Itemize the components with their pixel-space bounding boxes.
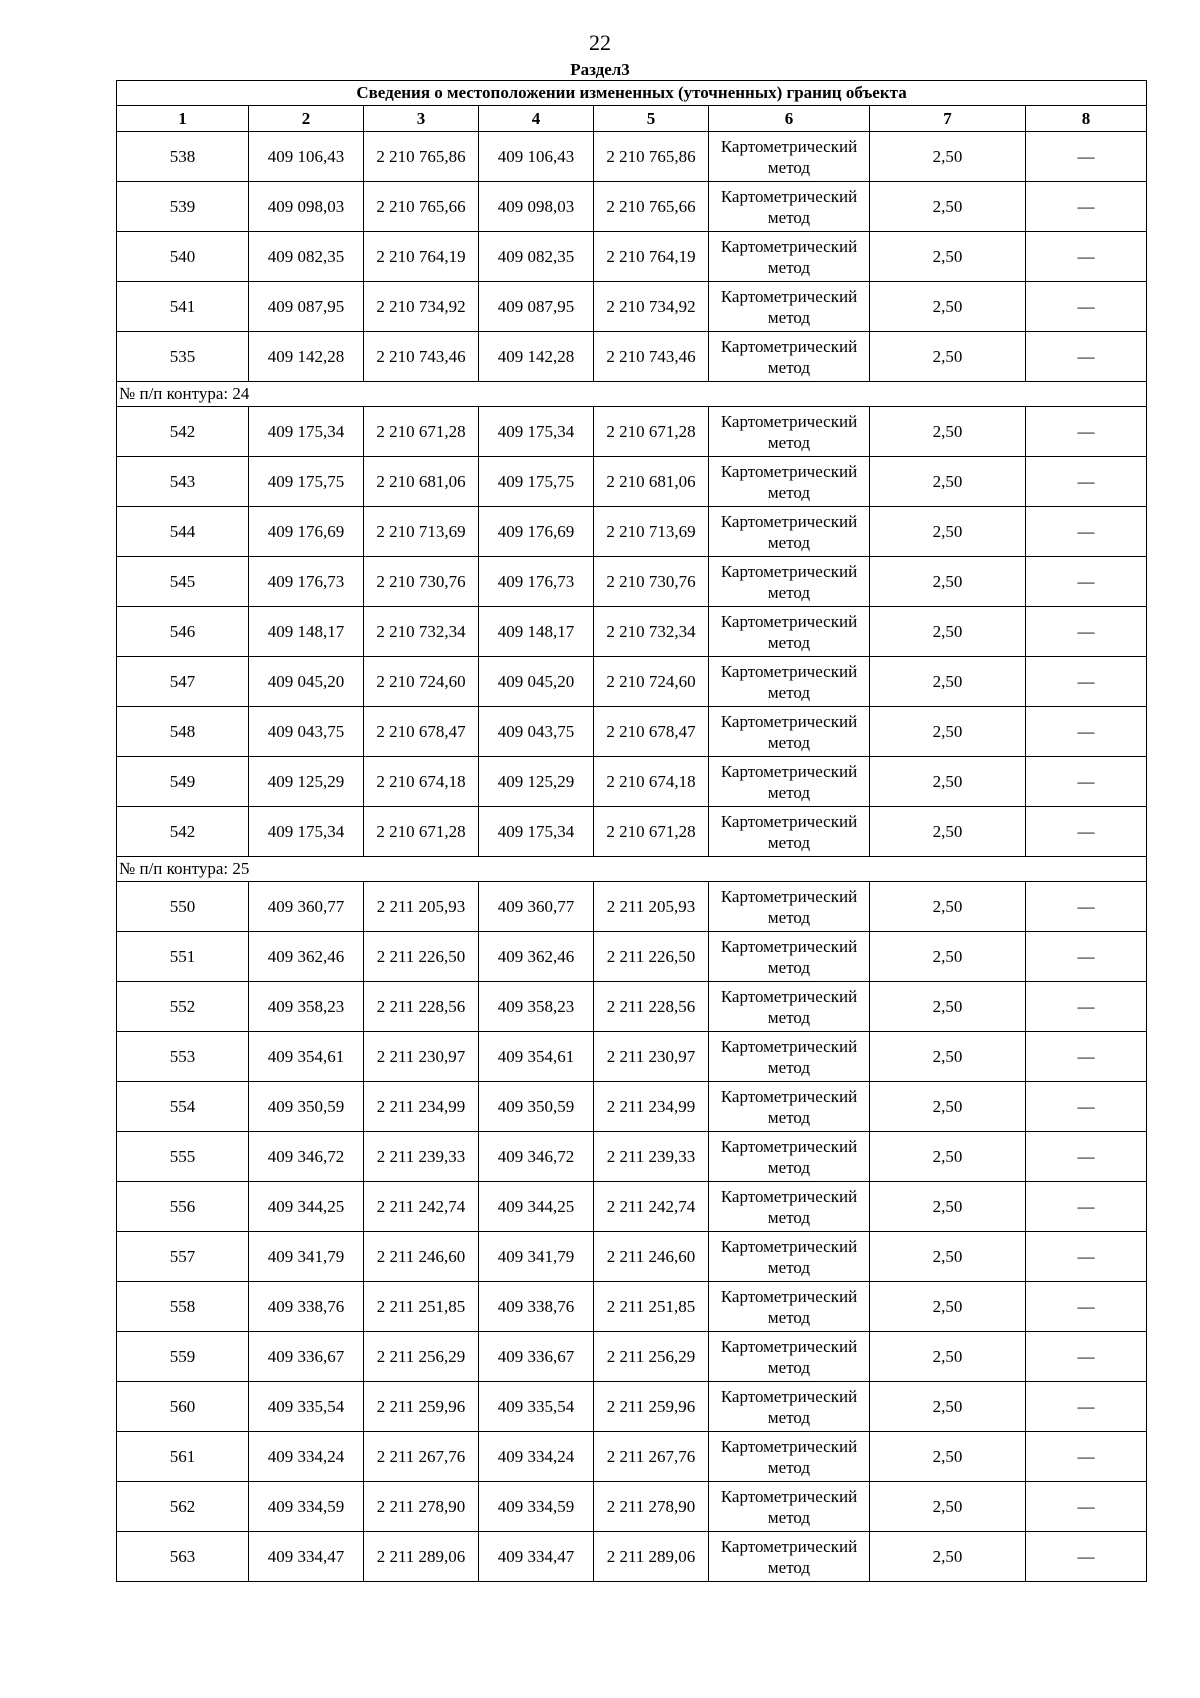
y-new-cell: 2 210 724,60 — [594, 657, 709, 707]
accuracy-cell: 2,50 — [870, 182, 1026, 232]
x-new-cell: 409 148,17 — [479, 607, 594, 657]
description-cell: — — [1026, 557, 1147, 607]
method-cell: Картометрический метод — [709, 1082, 870, 1132]
table-caption-row — [117, 81, 1147, 106]
page-number: 22 — [589, 30, 611, 55]
point-number-cell: 547 — [117, 657, 249, 707]
contour-label: № п/п контура: 25 — [117, 857, 1147, 882]
x-old-cell: 409 087,95 — [249, 282, 364, 332]
point-number-cell: 555 — [117, 1132, 249, 1182]
section-title: Раздел3 — [570, 60, 630, 79]
y-old-cell: 2 211 267,76 — [364, 1432, 479, 1482]
y-new-cell: 2 211 226,50 — [594, 932, 709, 982]
accuracy-cell: 2,50 — [870, 932, 1026, 982]
table-row — [117, 807, 1147, 857]
point-number-cell: 560 — [117, 1382, 249, 1432]
x-new-cell: 409 338,76 — [479, 1282, 594, 1332]
x-old-cell: 409 082,35 — [249, 232, 364, 282]
method-cell: Картометрический метод — [709, 457, 870, 507]
method-cell: Картометрический метод — [709, 607, 870, 657]
y-old-cell: 2 210 674,18 — [364, 757, 479, 807]
point-number-cell: 538 — [117, 132, 249, 182]
x-new-cell: 409 358,23 — [479, 982, 594, 1032]
point-number-cell: 542 — [117, 807, 249, 857]
point-number-cell: 540 — [117, 232, 249, 282]
y-new-cell: 2 210 671,28 — [594, 407, 709, 457]
point-number-cell: 558 — [117, 1282, 249, 1332]
method-cell: Картометрический метод — [709, 1332, 870, 1382]
description-cell: — — [1026, 1382, 1147, 1432]
y-new-cell: 2 211 230,97 — [594, 1032, 709, 1082]
x-new-cell: 409 362,46 — [479, 932, 594, 982]
y-old-cell: 2 211 256,29 — [364, 1332, 479, 1382]
accuracy-cell: 2,50 — [870, 982, 1026, 1032]
method-cell: Картометрический метод — [709, 407, 870, 457]
method-cell: Картометрический метод — [709, 1482, 870, 1532]
y-new-cell: 2 210 732,34 — [594, 607, 709, 657]
point-number-cell: 541 — [117, 282, 249, 332]
y-old-cell: 2 210 681,06 — [364, 457, 479, 507]
accuracy-cell: 2,50 — [870, 557, 1026, 607]
point-number-cell: 553 — [117, 1032, 249, 1082]
point-number-cell: 561 — [117, 1432, 249, 1482]
table-row — [117, 1232, 1147, 1282]
point-number-cell: 554 — [117, 1082, 249, 1132]
contour-label: № п/п контура: 24 — [117, 382, 1147, 407]
description-cell: — — [1026, 707, 1147, 757]
description-cell: — — [1026, 657, 1147, 707]
table-row — [117, 1432, 1147, 1482]
description-cell: — — [1026, 1332, 1147, 1382]
x-old-cell: 409 344,25 — [249, 1182, 364, 1232]
x-new-cell: 409 350,59 — [479, 1082, 594, 1132]
table-body — [117, 132, 1147, 1582]
x-old-cell: 409 334,59 — [249, 1482, 364, 1532]
y-old-cell: 2 211 234,99 — [364, 1082, 479, 1132]
x-old-cell: 409 043,75 — [249, 707, 364, 757]
x-new-cell: 409 125,29 — [479, 757, 594, 807]
method-cell: Картометрический метод — [709, 707, 870, 757]
x-old-cell: 409 362,46 — [249, 932, 364, 982]
description-cell: — — [1026, 282, 1147, 332]
accuracy-cell: 2,50 — [870, 757, 1026, 807]
table-row — [117, 757, 1147, 807]
description-cell: — — [1026, 932, 1147, 982]
table-row — [117, 1282, 1147, 1332]
description-cell: — — [1026, 1432, 1147, 1482]
y-new-cell: 2 210 765,66 — [594, 182, 709, 232]
column-number: 5 — [594, 106, 709, 132]
method-cell: Картометрический метод — [709, 757, 870, 807]
point-number-cell: 545 — [117, 557, 249, 607]
y-new-cell: 2 211 259,96 — [594, 1382, 709, 1432]
description-cell: — — [1026, 507, 1147, 557]
method-cell: Картометрический метод — [709, 1232, 870, 1282]
x-old-cell: 409 176,73 — [249, 557, 364, 607]
method-cell: Картометрический метод — [709, 182, 870, 232]
y-new-cell: 2 210 671,28 — [594, 807, 709, 857]
accuracy-cell: 2,50 — [870, 332, 1026, 382]
description-cell: — — [1026, 407, 1147, 457]
x-old-cell: 409 341,79 — [249, 1232, 364, 1282]
method-cell: Картометрический метод — [709, 1382, 870, 1432]
x-old-cell: 409 334,24 — [249, 1432, 364, 1482]
y-old-cell: 2 210 765,66 — [364, 182, 479, 232]
method-cell: Картометрический метод — [709, 982, 870, 1032]
table-row — [117, 457, 1147, 507]
accuracy-cell: 2,50 — [870, 232, 1026, 282]
method-cell: Картометрический метод — [709, 282, 870, 332]
description-cell: — — [1026, 882, 1147, 932]
x-new-cell: 409 344,25 — [479, 1182, 594, 1232]
x-old-cell: 409 098,03 — [249, 182, 364, 232]
x-old-cell: 409 142,28 — [249, 332, 364, 382]
method-cell: Картометрический метод — [709, 807, 870, 857]
method-cell: Картометрический метод — [709, 882, 870, 932]
x-old-cell: 409 176,69 — [249, 507, 364, 557]
x-new-cell: 409 043,75 — [479, 707, 594, 757]
description-cell: — — [1026, 982, 1147, 1032]
boundary-coordinates-table — [116, 80, 1147, 1582]
column-number: 6 — [709, 106, 870, 132]
x-old-cell: 409 148,17 — [249, 607, 364, 657]
column-number-row — [117, 106, 1147, 132]
column-number: 7 — [870, 106, 1026, 132]
description-cell: — — [1026, 182, 1147, 232]
method-cell: Картометрический метод — [709, 657, 870, 707]
table-row — [117, 1382, 1147, 1432]
y-old-cell: 2 211 289,06 — [364, 1532, 479, 1582]
point-number-cell: 546 — [117, 607, 249, 657]
accuracy-cell: 2,50 — [870, 1482, 1026, 1532]
x-old-cell: 409 045,20 — [249, 657, 364, 707]
y-new-cell: 2 210 743,46 — [594, 332, 709, 382]
x-old-cell: 409 336,67 — [249, 1332, 364, 1382]
x-new-cell: 409 346,72 — [479, 1132, 594, 1182]
y-old-cell: 2 211 230,97 — [364, 1032, 479, 1082]
y-new-cell: 2 210 674,18 — [594, 757, 709, 807]
point-number-cell: 539 — [117, 182, 249, 232]
table-row — [117, 1132, 1147, 1182]
y-old-cell: 2 211 251,85 — [364, 1282, 479, 1332]
description-cell: — — [1026, 1032, 1147, 1082]
table-caption: Сведения о местоположении измененных (уточненных) границ объекта — [117, 81, 1147, 106]
method-cell: Картометрический метод — [709, 1132, 870, 1182]
y-new-cell: 2 211 289,06 — [594, 1532, 709, 1582]
y-new-cell: 2 211 267,76 — [594, 1432, 709, 1482]
x-new-cell: 409 334,24 — [479, 1432, 594, 1482]
method-cell: Картометрический метод — [709, 1432, 870, 1482]
table-row — [117, 507, 1147, 557]
table-row — [117, 1032, 1147, 1082]
table-row — [117, 1182, 1147, 1232]
table-row — [117, 1082, 1147, 1132]
x-new-cell: 409 341,79 — [479, 1232, 594, 1282]
point-number-cell: 549 — [117, 757, 249, 807]
description-cell: — — [1026, 807, 1147, 857]
table-row — [117, 1532, 1147, 1582]
y-new-cell: 2 210 764,19 — [594, 232, 709, 282]
x-old-cell: 409 338,76 — [249, 1282, 364, 1332]
table-row — [117, 982, 1147, 1032]
point-number-cell: 550 — [117, 882, 249, 932]
contour-header-row — [117, 382, 1147, 407]
point-number-cell: 559 — [117, 1332, 249, 1382]
accuracy-cell: 2,50 — [870, 882, 1026, 932]
table-row — [117, 882, 1147, 932]
y-new-cell: 2 210 713,69 — [594, 507, 709, 557]
x-old-cell: 409 106,43 — [249, 132, 364, 182]
y-old-cell: 2 211 228,56 — [364, 982, 479, 1032]
y-old-cell: 2 210 671,28 — [364, 807, 479, 857]
accuracy-cell: 2,50 — [870, 1332, 1026, 1382]
x-new-cell: 409 336,67 — [479, 1332, 594, 1382]
column-number: 3 — [364, 106, 479, 132]
point-number-cell: 552 — [117, 982, 249, 1032]
description-cell: — — [1026, 1132, 1147, 1182]
x-new-cell: 409 106,43 — [479, 132, 594, 182]
table-row — [117, 182, 1147, 232]
y-new-cell: 2 211 278,90 — [594, 1482, 709, 1532]
accuracy-cell: 2,50 — [870, 607, 1026, 657]
table-row — [117, 132, 1147, 182]
y-old-cell: 2 210 713,69 — [364, 507, 479, 557]
y-old-cell: 2 211 205,93 — [364, 882, 479, 932]
point-number-cell: 557 — [117, 1232, 249, 1282]
description-cell: — — [1026, 332, 1147, 382]
method-cell: Картометрический метод — [709, 507, 870, 557]
x-old-cell: 409 346,72 — [249, 1132, 364, 1182]
accuracy-cell: 2,50 — [870, 707, 1026, 757]
method-cell: Картометрический метод — [709, 932, 870, 982]
accuracy-cell: 2,50 — [870, 1532, 1026, 1582]
accuracy-cell: 2,50 — [870, 807, 1026, 857]
y-new-cell: 2 211 256,29 — [594, 1332, 709, 1382]
accuracy-cell: 2,50 — [870, 132, 1026, 182]
column-number: 8 — [1026, 106, 1147, 132]
method-cell: Картометрический метод — [709, 132, 870, 182]
x-new-cell: 409 176,73 — [479, 557, 594, 607]
x-old-cell: 409 175,34 — [249, 807, 364, 857]
x-new-cell: 409 335,54 — [479, 1382, 594, 1432]
table-row — [117, 232, 1147, 282]
accuracy-cell: 2,50 — [870, 657, 1026, 707]
x-new-cell: 409 175,75 — [479, 457, 594, 507]
x-new-cell: 409 176,69 — [479, 507, 594, 557]
description-cell: — — [1026, 607, 1147, 657]
accuracy-cell: 2,50 — [870, 457, 1026, 507]
x-new-cell: 409 142,28 — [479, 332, 594, 382]
y-new-cell: 2 211 239,33 — [594, 1132, 709, 1182]
contour-header-row — [117, 857, 1147, 882]
method-cell: Картометрический метод — [709, 232, 870, 282]
table-row — [117, 407, 1147, 457]
table-row — [117, 1482, 1147, 1532]
description-cell: — — [1026, 1482, 1147, 1532]
y-new-cell: 2 211 234,99 — [594, 1082, 709, 1132]
x-old-cell: 409 125,29 — [249, 757, 364, 807]
x-new-cell: 409 354,61 — [479, 1032, 594, 1082]
y-new-cell: 2 211 246,60 — [594, 1232, 709, 1282]
accuracy-cell: 2,50 — [870, 1432, 1026, 1482]
table-row — [117, 557, 1147, 607]
y-new-cell: 2 210 734,92 — [594, 282, 709, 332]
description-cell: — — [1026, 1282, 1147, 1332]
point-number-cell: 563 — [117, 1532, 249, 1582]
y-old-cell: 2 211 278,90 — [364, 1482, 479, 1532]
point-number-cell: 548 — [117, 707, 249, 757]
description-cell: — — [1026, 1532, 1147, 1582]
point-number-cell: 562 — [117, 1482, 249, 1532]
y-old-cell: 2 211 259,96 — [364, 1382, 479, 1432]
y-new-cell: 2 210 681,06 — [594, 457, 709, 507]
y-new-cell: 2 210 730,76 — [594, 557, 709, 607]
description-cell: — — [1026, 757, 1147, 807]
x-old-cell: 409 334,47 — [249, 1532, 364, 1582]
accuracy-cell: 2,50 — [870, 1082, 1026, 1132]
y-new-cell: 2 211 228,56 — [594, 982, 709, 1032]
table-row — [117, 332, 1147, 382]
method-cell: Картометрический метод — [709, 1182, 870, 1232]
point-number-cell: 556 — [117, 1182, 249, 1232]
table-row — [117, 932, 1147, 982]
y-old-cell: 2 210 765,86 — [364, 132, 479, 182]
y-old-cell: 2 210 678,47 — [364, 707, 479, 757]
accuracy-cell: 2,50 — [870, 1232, 1026, 1282]
x-old-cell: 409 175,75 — [249, 457, 364, 507]
accuracy-cell: 2,50 — [870, 1182, 1026, 1232]
point-number-cell: 544 — [117, 507, 249, 557]
table-row — [117, 657, 1147, 707]
description-cell: — — [1026, 457, 1147, 507]
x-new-cell: 409 175,34 — [479, 407, 594, 457]
accuracy-cell: 2,50 — [870, 1132, 1026, 1182]
y-old-cell: 2 210 671,28 — [364, 407, 479, 457]
x-old-cell: 409 354,61 — [249, 1032, 364, 1082]
point-number-cell: 543 — [117, 457, 249, 507]
y-old-cell: 2 211 246,60 — [364, 1232, 479, 1282]
column-number: 2 — [249, 106, 364, 132]
x-new-cell: 409 087,95 — [479, 282, 594, 332]
column-number: 1 — [117, 106, 249, 132]
accuracy-cell: 2,50 — [870, 282, 1026, 332]
x-new-cell: 409 334,47 — [479, 1532, 594, 1582]
point-number-cell: 551 — [117, 932, 249, 982]
y-new-cell: 2 211 242,74 — [594, 1182, 709, 1232]
point-number-cell: 542 — [117, 407, 249, 457]
x-new-cell: 409 334,59 — [479, 1482, 594, 1532]
y-old-cell: 2 210 724,60 — [364, 657, 479, 707]
x-new-cell: 409 360,77 — [479, 882, 594, 932]
y-old-cell: 2 210 732,34 — [364, 607, 479, 657]
method-cell: Картометрический метод — [709, 1032, 870, 1082]
y-old-cell: 2 210 743,46 — [364, 332, 479, 382]
description-cell: — — [1026, 1182, 1147, 1232]
method-cell: Картометрический метод — [709, 1282, 870, 1332]
column-number: 4 — [479, 106, 594, 132]
accuracy-cell: 2,50 — [870, 1282, 1026, 1332]
y-new-cell: 2 211 205,93 — [594, 882, 709, 932]
table-row — [117, 1332, 1147, 1382]
x-new-cell: 409 175,34 — [479, 807, 594, 857]
method-cell: Картометрический метод — [709, 557, 870, 607]
table-row — [117, 707, 1147, 757]
x-new-cell: 409 098,03 — [479, 182, 594, 232]
x-old-cell: 409 358,23 — [249, 982, 364, 1032]
accuracy-cell: 2,50 — [870, 1382, 1026, 1432]
y-new-cell: 2 210 678,47 — [594, 707, 709, 757]
x-old-cell: 409 350,59 — [249, 1082, 364, 1132]
description-cell: — — [1026, 132, 1147, 182]
description-cell: — — [1026, 1082, 1147, 1132]
description-cell: — — [1026, 1232, 1147, 1282]
method-cell: Картометрический метод — [709, 332, 870, 382]
accuracy-cell: 2,50 — [870, 1032, 1026, 1082]
y-old-cell: 2 210 764,19 — [364, 232, 479, 282]
point-number-cell: 535 — [117, 332, 249, 382]
x-old-cell: 409 360,77 — [249, 882, 364, 932]
accuracy-cell: 2,50 — [870, 407, 1026, 457]
y-old-cell: 2 211 239,33 — [364, 1132, 479, 1182]
x-old-cell: 409 175,34 — [249, 407, 364, 457]
description-cell: — — [1026, 232, 1147, 282]
y-old-cell: 2 211 226,50 — [364, 932, 479, 982]
x-new-cell: 409 082,35 — [479, 232, 594, 282]
y-old-cell: 2 210 730,76 — [364, 557, 479, 607]
y-old-cell: 2 210 734,92 — [364, 282, 479, 332]
x-new-cell: 409 045,20 — [479, 657, 594, 707]
y-new-cell: 2 210 765,86 — [594, 132, 709, 182]
table-row — [117, 282, 1147, 332]
y-new-cell: 2 211 251,85 — [594, 1282, 709, 1332]
y-old-cell: 2 211 242,74 — [364, 1182, 479, 1232]
table-row — [117, 607, 1147, 657]
method-cell: Картометрический метод — [709, 1532, 870, 1582]
accuracy-cell: 2,50 — [870, 507, 1026, 557]
x-old-cell: 409 335,54 — [249, 1382, 364, 1432]
